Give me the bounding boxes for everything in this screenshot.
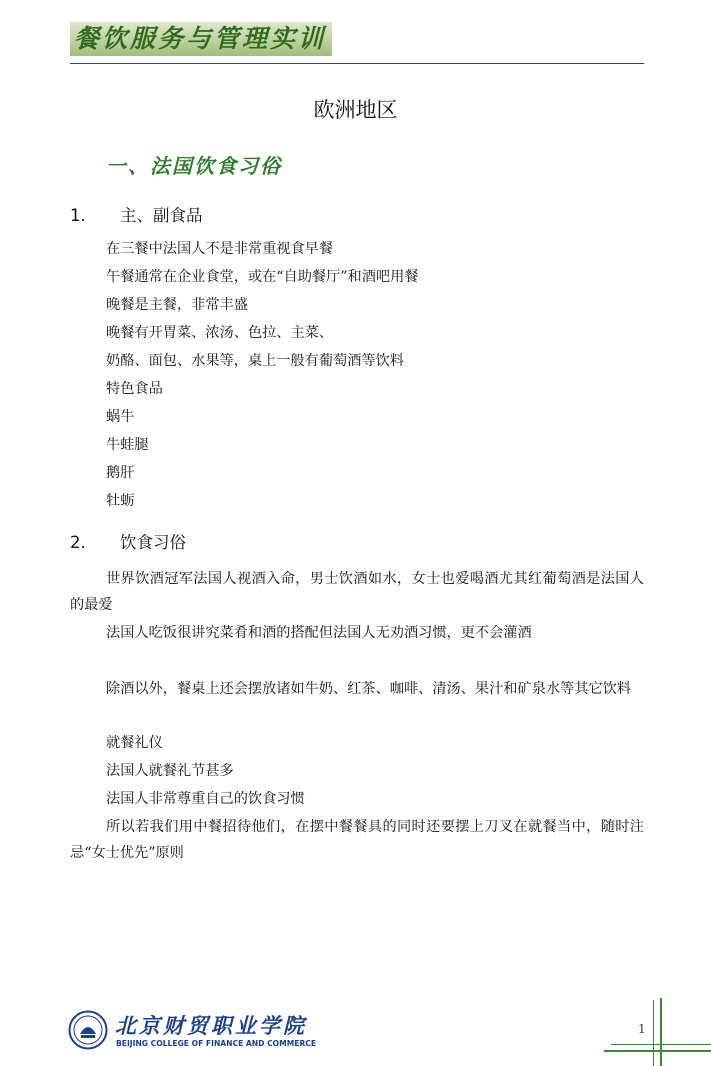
- text-line: 特色食品: [106, 381, 163, 397]
- text-line: 奶酪、面包、水果等，桌上一般有葡萄酒等饮料: [106, 353, 404, 369]
- paragraph: 除酒以外，餐桌上还会摆放诸如牛奶、红茶、咖啡、清汤、果汁和矿泉水等其它饮料: [106, 681, 631, 697]
- paragraph: 就餐礼仪: [106, 735, 163, 751]
- paragraph: 法国人就餐礼节甚多: [106, 763, 234, 779]
- corner-decoration: [660, 998, 662, 1066]
- college-name-en: BEIJING COLLEGE OF FINANCE AND COMMERCE: [116, 1039, 317, 1048]
- paragraph: 所以若我们用中餐招待他们，在摆中餐餐具的同时还要摆上刀叉在就餐当中，随时注忌“女士优先”原则: [70, 819, 644, 861]
- text-line: 午餐通常在企业食堂，或在“自助餐厅”和酒吧用餐: [106, 269, 419, 285]
- sub-heading-1: [70, 202, 203, 226]
- sub-heading-number: 2.: [70, 533, 86, 552]
- sub-heading-number: 1.: [70, 206, 86, 225]
- sub-heading-2: [70, 529, 186, 553]
- paragraph: 法国人非常尊重自己的饮食习惯: [106, 791, 305, 807]
- text-line: 蜗牛: [106, 409, 135, 425]
- text-line: 晚餐是主餐，非常丰盛: [106, 297, 248, 313]
- paragraph: 法国人吃饭很讲究菜肴和酒的搭配但法国人无劝酒习惯，更不会灌酒: [106, 625, 532, 641]
- sub-heading-text: 饮食习俗: [120, 533, 186, 552]
- paragraph: 世界饮酒冠军法国人视酒入命，男士饮酒如水，女士也爱喝酒尤其红葡萄酒是法国人的最爱: [70, 571, 644, 613]
- header-title: 餐饮服务与管理实训: [70, 22, 332, 56]
- page-number: 1: [638, 1022, 646, 1036]
- college-logo: [68, 1010, 318, 1052]
- sub-heading-text: 主、副食品: [120, 206, 203, 225]
- section-title: 一、法国饮食习俗: [106, 154, 282, 178]
- corner-decoration: [604, 1050, 711, 1052]
- corner-decoration: [611, 1044, 711, 1045]
- corner-decoration: [653, 1000, 654, 1066]
- college-name-cn: 北京财贸职业学院: [115, 1013, 307, 1038]
- text-line: 牡蛎: [106, 493, 135, 509]
- page-title: 欧洲地区: [313, 98, 398, 122]
- header-rule: [70, 63, 644, 64]
- text-line: 鹅肝: [106, 465, 135, 481]
- college-seal-icon: [68, 1010, 108, 1050]
- text-line: 牛蛙腿: [106, 437, 149, 453]
- text-line: 晚餐有开胃菜、浓汤、色拉、主菜、: [106, 325, 334, 341]
- text-line: 在三餐中法国人不是非常重视食早餐: [106, 241, 334, 257]
